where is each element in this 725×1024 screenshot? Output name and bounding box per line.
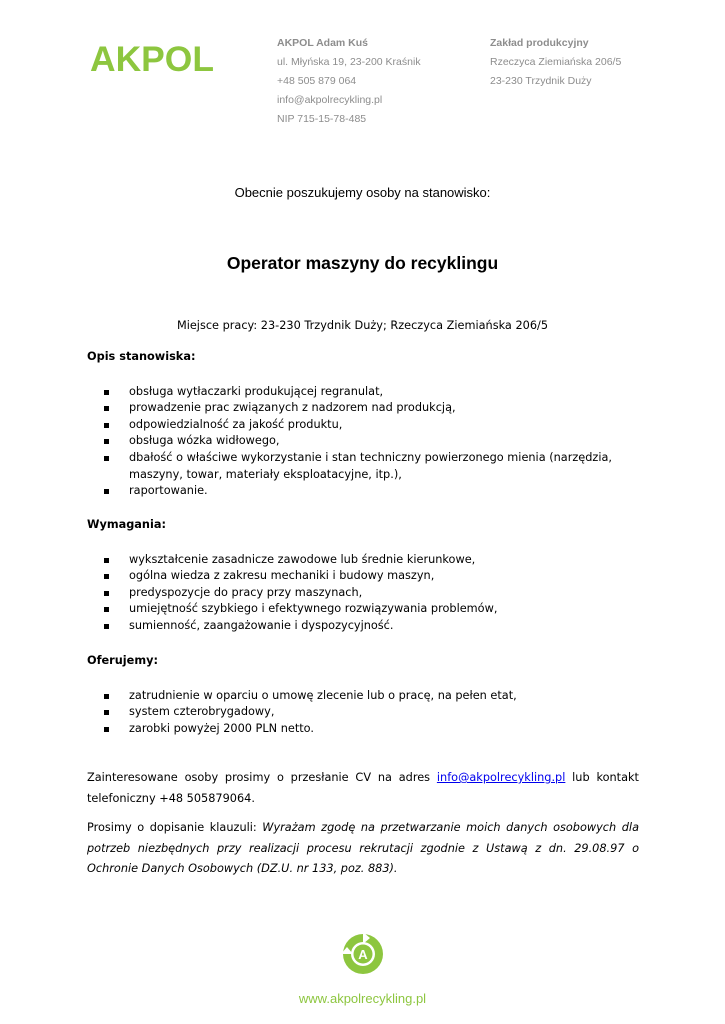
list-item: zatrudnienie w oparciu o umowę zlecenie lub o pracę, na pełen etat, bbox=[87, 688, 639, 705]
contact-email-link[interactable]: info@akpolrecykling.pl bbox=[436, 771, 566, 784]
company-email: info@akpolrecykling.pl bbox=[277, 94, 383, 106]
offer-list bbox=[87, 688, 639, 738]
contact-text-before: Zainteresowane osoby prosimy o przesłanie CV na adres bbox=[87, 771, 431, 784]
job-title: Operator maszyny do recyklingu bbox=[226, 253, 499, 273]
contact-paragraph bbox=[87, 768, 639, 809]
plant-name: Zakład produkcyjny bbox=[490, 37, 589, 49]
clause-prefix: Prosimy o dopisanie klauzuli: bbox=[87, 821, 257, 834]
company-info bbox=[277, 34, 421, 129]
company-phone: +48 505 879 064 bbox=[277, 75, 357, 87]
plant-address: Rzeczyca Ziemiańska 206/5 bbox=[490, 56, 622, 68]
list-item: obsługa wytłaczarki produkującej regranulat, bbox=[87, 384, 639, 401]
offer-heading: Oferujemy: bbox=[87, 654, 158, 667]
intro-text: Obecnie poszukujemy osoby na stanowisko: bbox=[234, 185, 491, 200]
company-nip: NIP 715-15-78-485 bbox=[277, 113, 367, 125]
list-item: prowadzenie prac związanych z nadzorem nad produkcją, bbox=[87, 400, 639, 417]
company-address: ul. Młyńska 19, 23-200 Kraśnik bbox=[277, 56, 421, 68]
description-section bbox=[87, 349, 639, 500]
akpol-logo bbox=[90, 42, 215, 74]
list-item: wykształcenie zasadnicze zawodowe lub średnie kierunkowe, bbox=[87, 552, 639, 569]
description-list bbox=[87, 384, 639, 500]
footer-logo-letter: A bbox=[358, 947, 368, 962]
list-item: umiejętność szybkiego i efektywnego rozwiązywania problemów, bbox=[87, 601, 639, 618]
requirements-section bbox=[87, 517, 639, 635]
contact-text-after: lub kontakt telefoniczny +48 505879064. bbox=[87, 771, 639, 805]
logo-text: AKPOL bbox=[90, 42, 214, 74]
company-name: AKPOL Adam Kuś bbox=[277, 37, 369, 49]
plant-info bbox=[490, 34, 621, 91]
list-item: ogólna wiedza z zakresu mechaniki i budowy maszyn, bbox=[87, 568, 639, 585]
recycling-logo-icon bbox=[340, 931, 386, 977]
footer-url[interactable]: www.akpolrecykling.pl bbox=[298, 991, 427, 1006]
list-item: obsługa wózka widłowego, bbox=[87, 433, 639, 450]
requirements-list bbox=[87, 552, 639, 635]
description-heading: Opis stanowiska: bbox=[87, 350, 196, 363]
list-item: raportowanie. bbox=[87, 483, 639, 500]
clause-text: Wyrażam zgodę na przetwarzanie moich danych osobowych dla potrzeb niezbędnych przy realizacji procesu rekrutacji zgodnie z Ustawą z dn. 29.08.97 o Ochronie Danych Osobowych (DZ.U. nr 133, poz. 883). bbox=[87, 821, 639, 875]
workplace: Miejsce pracy: 23-230 Trzydnik Duży; Rzeczyca Ziemiańska 206/5 bbox=[176, 319, 549, 332]
offer-section bbox=[87, 653, 639, 737]
list-item: odpowiedzialność za jakość produktu, bbox=[87, 417, 639, 434]
clause-paragraph bbox=[87, 818, 639, 880]
list-item: dbałość o właściwe wykorzystanie i stan techniczny powierzonego mienia (narzędzia, maszyny, towar, materiały eksploatacyjne, itp.), bbox=[87, 450, 639, 483]
list-item: system czterobrygadowy, bbox=[87, 704, 639, 721]
list-item: sumienność, zaangażowanie i dyspozycyjność. bbox=[87, 618, 639, 635]
list-item: predyspozycje do pracy przy maszynach, bbox=[87, 585, 639, 602]
plant-city: 23-230 Trzydnik Duży bbox=[490, 75, 592, 87]
requirements-heading: Wymagania: bbox=[87, 518, 166, 531]
list-item: zarobki powyżej 2000 PLN netto. bbox=[87, 721, 639, 738]
